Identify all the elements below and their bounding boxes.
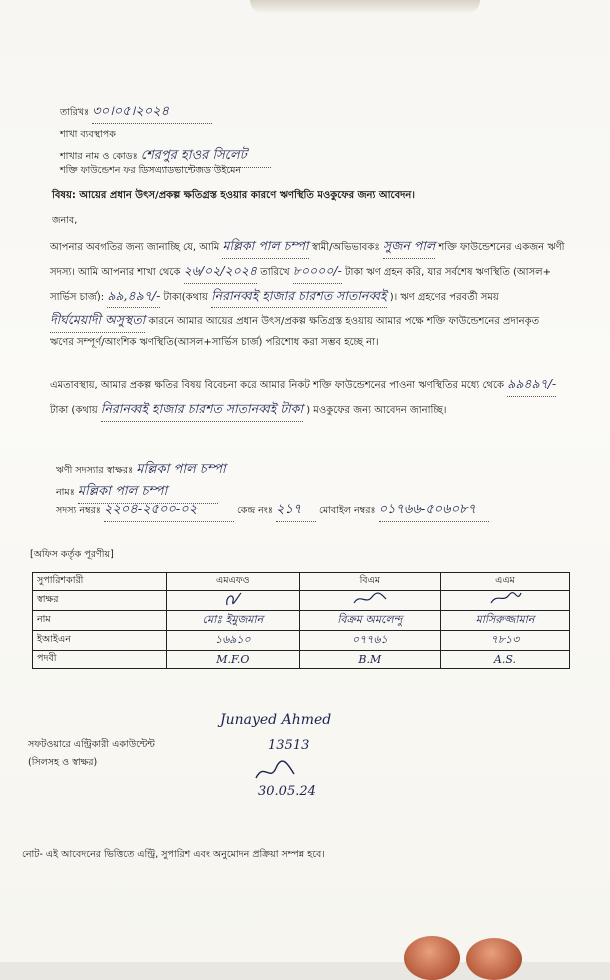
body1-text-1: আপনার অবগতির জন্য জানাচ্ছি যে, আমি [50,242,220,253]
body1-text-4: তারিখে [260,266,290,278]
signature-cell [167,591,300,611]
date-line [60,102,212,124]
office-section-title: [অফিস কর্তৃক পূরণীয়] [30,549,114,560]
signature-mark [221,591,245,607]
org-name: শক্তি ফাউন্ডেশন ফর ডিসএ্যাডভান্টেজড উইমেন [60,165,242,176]
table-cell: M.F.O [167,651,300,669]
body1-text-6: টাকা(কথায় [163,291,208,303]
accountant-label: সফটওয়ারে এন্ট্রিকারী একাউন্টেন্ট [28,739,155,750]
body1-text-2: স্বামী/অভিভাবকঃ [311,242,380,253]
applicant-name-label: নামঃ [56,487,75,498]
waive-amount: ৯৯৪৯৭/- [507,372,556,397]
accountant-id: 13513 [268,738,310,753]
row-label: পদবী [33,651,167,669]
table-header-cell: বিএম [299,573,440,591]
loan-balance: ৯৯,৪৯৭/- [107,284,160,309]
body1-text-5: টাকা ঋণ গ্রহন করি, যার সর্বশেষ ঋণস্থিতি (আসল+ সার্ভিস চার্জ): [50,266,552,303]
table-header-row [33,573,570,591]
accountant-sign-date: 30.05.24 [258,784,316,799]
body-paragraph-2 [50,372,565,422]
finger-photo-artifact [404,936,460,980]
row-label: নাম [33,611,167,631]
mobile-label: মোবাইল নম্বরঃ [319,505,376,516]
addressee-line1: শাখা ব্যবস্থাপক [60,129,116,140]
subject-label: বিষয়: [52,190,76,201]
subject-line [52,188,415,205]
body2-text-3: ) মওকুফের জন্য আবেদন জানাচ্ছি। [306,404,447,416]
accountant-initial-mark [250,760,300,786]
body1-text-7: )। ঋণ গ্রহণের পরবর্তী সময় [389,291,499,303]
table-row [33,611,570,631]
applicant-sig-label: ঋণী সদস্যার স্বাক্ষরঃ [56,465,134,476]
table-header-cell: এমএফও [167,573,300,591]
table-cell: ১৬৯১০ [167,631,300,651]
office-signature-table [32,572,570,669]
subject-text: আয়ের প্রধান উৎস/প্রকল্প ক্ষতিগ্রস্ত হওয়ার কারণে ঋণস্থিতি মওকুফের জন্য আবেদন। [79,190,415,201]
table-cell: ৭৮১৩ [440,631,569,651]
loan-amount: ৮০০০০/- [293,259,342,284]
table-cell: ০৭৭৬১ [299,631,440,651]
table-row [33,591,570,611]
footer-note: নোট- এই আবেদনের ভিত্তিতে এন্ট্রি, সুপারিশ এবং অনুমোদন প্রক্রিয়া সম্পন্ন হবে। [22,849,325,860]
branch-value: শেরপুর হাওর সিলেট [141,146,271,168]
loan-date: ২৬/০২/২০২৪ [184,259,257,284]
body1-text-8: কারনে আমার আয়ের প্রধান উৎস/প্রকল্প ক্ষতিগ্রস্ত হওয়ায় আমার পক্ষে শক্তি ফাউন্ডেশনের প্রদানকৃত ঋণের সম্পূর্ণ/আংশিক ঋণস্থিতি(আসল+সার্ভিস চার্জ) পরিশোধ করা সম্ভব হচ্ছে না। [50,316,540,348]
balance-in-words: নিরানব্বই হাজার চারশত সাতানব্বই [211,284,386,309]
row-label: ইআইএন [33,631,167,651]
applicant-name: মল্লিকা পাল চম্পা [78,482,218,504]
table-cell: মাসিরুজ্জামান [440,611,569,631]
table-cell: মোঃ ইমুজমান [167,611,300,631]
signature-cell [440,591,569,611]
member-label: সদস্য নম্বরঃ [56,505,101,516]
body1-text-3: শক্তি ফাউন্ডেশনের একজন ঋণী সদস্য। আমি আপনার শাখা থেকে [50,242,565,278]
applicant-id-line [56,500,489,522]
body2-text-1: এমতাবস্থায়, আমার প্রকল্প ক্ষতির বিষয় বিবেচনা করে আমার নিকট শক্তি ফাউন্ডেশনের পাওনা ঋণস্থিতির মধ্যে থেকে [50,380,505,391]
table-cell: B.M [299,651,440,669]
applicant-signature-line [56,460,226,481]
table-header-cell: সুপারিশকারী [33,573,167,591]
paper-shadow [250,0,480,14]
salutation: জনাব, [52,215,78,226]
mobile-number: ০১৭৬৬-৫০৬০৮৭ [379,500,489,522]
table-header-cell: এএম [440,573,569,591]
accountant-signature: Junayed Ahmed [220,712,332,728]
table-cell: A.S. [440,651,569,669]
signature-mark [485,591,525,607]
accountant-seal-label: (সিলসহ ও স্বাক্ষর) [28,757,98,768]
branch-label: শাখার নাম ও কোডঃ [60,151,138,162]
loss-cause: দীর্ঘমেয়াদী অসুস্থতা [50,308,145,333]
table-row [33,651,570,669]
finger-photo-artifact [466,938,522,980]
applicant-signature: মল্লিকা পাল চম্পা [136,462,226,477]
date-label: তারিখঃ [60,107,90,118]
guardian-name: সুজন পাল [383,234,435,259]
borrower-name: মল্লিকা পাল চম্পা [222,234,308,259]
center-number: ২১৭ [276,500,316,522]
date-value: ৩০।০৫।২০২৪ [92,102,212,124]
table-cell: বিক্রম অমলেন্দু [299,611,440,631]
member-number: ২২০৪-২৫০০-০২ [104,500,234,522]
row-label: স্বাক্ষর [33,591,167,611]
signature-cell [299,591,440,611]
table-row [33,631,570,651]
waive-in-words: নিরানব্বই হাজার চারশত সাতানব্বই টাকা [101,397,303,422]
body-paragraph-1 [50,234,565,352]
body2-text-2: টাকা (কথায় [50,404,98,416]
center-label: কেন্দ্র নংঃ [236,505,273,516]
signature-mark [350,591,390,607]
